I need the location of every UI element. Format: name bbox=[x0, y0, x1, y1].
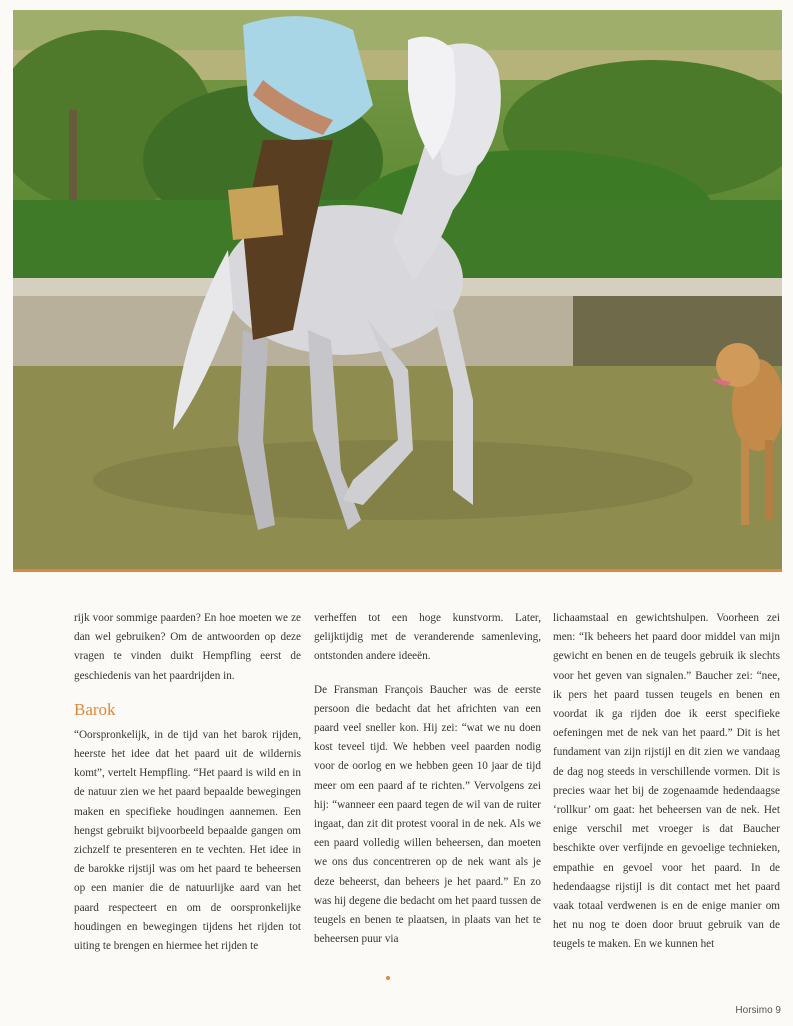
photo-accent-rule bbox=[13, 569, 782, 572]
paragraph: De Fransman François Baucher was de eerste persoon die bedacht dat het africhten van een paard veel sneller kon. Hij zei: “wat we nu doen kost teveel tijd. We hebben veel paarden nodig voor de oorlog en we hebben geen 10 jaar de tijd meer om een paard af te richten.” Vervolgens zei hij: “wanneer een paard tegen de wil van de ruiter ingaat, dan zit dit protest vooral in de nek. Als we een paard volledig willen beheersen, dan moeten we ons dus concentreren op de nek want als je deze beheerst, dan beheers je het paard.” En zo was hij degene die bedacht om het paard tussen de teugels en benen te plaatsen, in plaats van het te beheersen puur via bbox=[314, 683, 541, 946]
horse-photo-illustration bbox=[13, 10, 782, 570]
paragraph: lichaamstaal en gewichtshulpen. Voorheen zei men: “Ik beheers het paard door middel van mijn gewicht en benen en de teugels gebruik ik slechts voor het geven van signalen.” Baucher zei: “nee, ik pers het paard tussen teugels en benen en voordat ik ga rijden doe ik eerst specifieke oefeningen met de nek van het paard.” Dit is het fundament van zijn rijstijl en dit zien we vandaag de dag nog steeds in verschillende vormen. Dit is precies waar het bij de zogenaamde hedendaagse ‘rollkur’ om gaat: het beheersen van de nek. Het enige verschil met vroeger is dat Baucher beschikte over verfijnde en gevoelige technieken, empathie en gevoel voor het paard. In de hedendaagse rijstijl is dit contact met het paard vaak totaal verdwenen is en de enige manier om het nu nog te doen door bruut gebruik van de teugels te maken. En we kunnen het bbox=[553, 612, 780, 951]
text-column-3 bbox=[553, 609, 780, 969]
dog-leg-right bbox=[765, 440, 773, 520]
paragraph: rijk voor sommige paarden? En hoe moeten we ze dan wel gebruiken? Om de antwoorden op deze vragen te vinden duikt Hempfling eerst de geschiedenis van het paardrijden in. bbox=[74, 612, 301, 682]
text-column-2 bbox=[314, 609, 541, 963]
paragraph: verheffen tot een hoge kunstvorm. Later, gelijktijdig met de veranderende samenleving, ontstonden andere ideeën. bbox=[314, 612, 541, 663]
paragraph: “Oorspronkelijk, in de tijd van het barok rijden, heerste het idee dat het paard uit de wildernis komt”, vertelt Hempfling. “Het paard is wild en in de natuur zien we het paard bepaalde bewegingen maken en specifieke houdingen aannemen. Een hengst gebruikt bijvoorbeeld bepaalde gangen om zichzelf te presenteren en te vechten. Het idee in de barokke rijstijl was om het paard te beheersen op een manier die de natuurlijke aard van het paard respecteert en om de oorspronkelijke houdingen en bewegingen tijdens het rijden tot uiting te brengen en hiermee het rijden te bbox=[74, 728, 301, 953]
dog-leg-left bbox=[741, 440, 749, 525]
decorative-dot bbox=[386, 976, 390, 980]
page-footer: Horsimo 9 bbox=[735, 1005, 781, 1016]
horse-photo bbox=[13, 10, 782, 570]
section-heading: Barok bbox=[74, 699, 116, 719]
text-column-1 bbox=[74, 609, 301, 970]
saddle bbox=[228, 185, 283, 240]
